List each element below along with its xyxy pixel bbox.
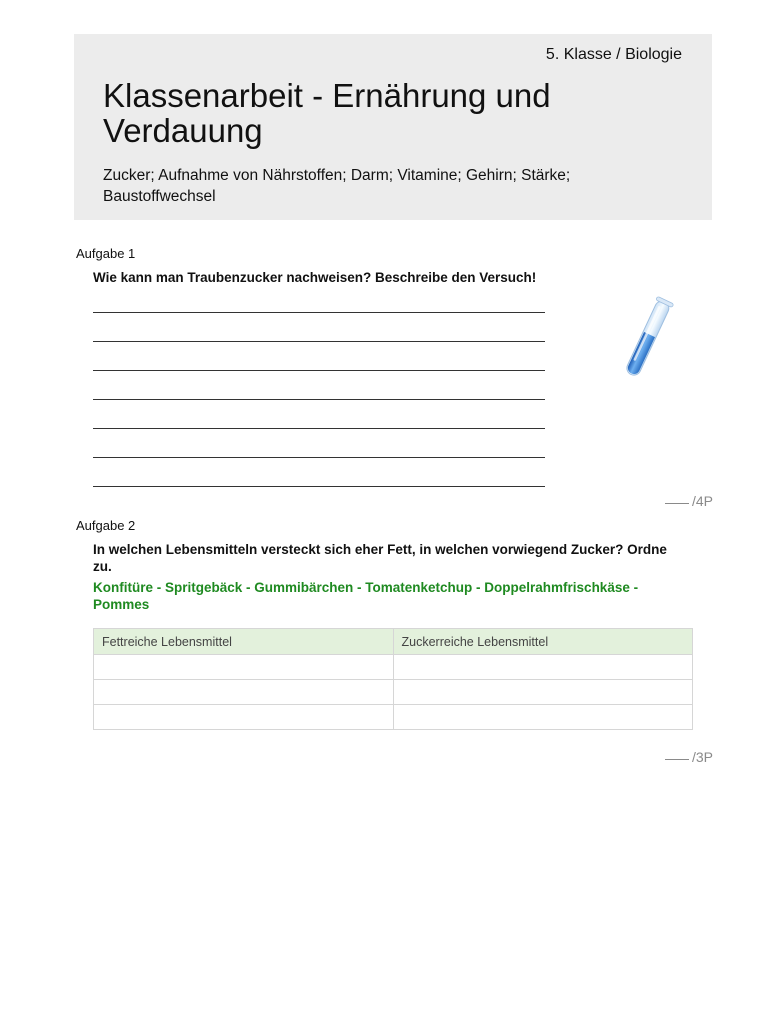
table-row [94, 655, 693, 680]
answer-line[interactable] [93, 428, 545, 429]
table-cell[interactable] [393, 680, 693, 705]
table-cell[interactable] [94, 655, 394, 680]
points-blank[interactable] [665, 503, 689, 504]
worksheet-header [74, 34, 712, 220]
table-cell[interactable] [94, 705, 394, 730]
answer-line[interactable] [93, 312, 545, 313]
table-row [94, 680, 693, 705]
points-blank[interactable] [665, 759, 689, 760]
answer-line[interactable] [93, 370, 545, 371]
topics-list: Zucker; Aufnahme von Nährstoffen; Darm; Vitamine; Gehirn; Stärke; Baustoffwechsel [103, 167, 571, 205]
test-tube-icon [614, 294, 680, 386]
table-cell[interactable] [393, 705, 693, 730]
column-header-sugar: Zuckerreiche Lebensmittel [393, 629, 693, 655]
table-row [94, 705, 693, 730]
table-cell[interactable] [393, 655, 693, 680]
sorting-table [93, 628, 693, 730]
points-task-1: /4P [665, 493, 713, 509]
food-word-list: Konfitüre - Spritgebäck - Gummibärchen - Tomatenketchup - Doppelrahmfrischkäse - Pommes [93, 580, 639, 612]
task-1-question: Wie kann man Traubenzucker nachweisen? Beschreibe den Versuch! [93, 270, 537, 285]
grade-subject: 5. Klasse / Biologie [545, 46, 682, 63]
column-header-fat: Fettreiche Lebensmittel [94, 629, 394, 655]
answer-line[interactable] [93, 457, 545, 458]
answer-line[interactable] [93, 341, 545, 342]
answer-line[interactable] [93, 486, 545, 487]
task-1-label: Aufgabe 1 [76, 246, 136, 261]
table-cell[interactable] [94, 680, 394, 705]
task-2-question: In welchen Lebensmitteln versteckt sich eher Fett, in welchen vorwiegend Zucker? Ordne zu. [93, 542, 667, 574]
task-2-label: Aufgabe 2 [76, 518, 136, 533]
points-task-2: /3P [665, 749, 713, 765]
answer-line[interactable] [93, 399, 545, 400]
worksheet-title: Klassenarbeit - Ernährung und Verdauung [103, 77, 551, 149]
